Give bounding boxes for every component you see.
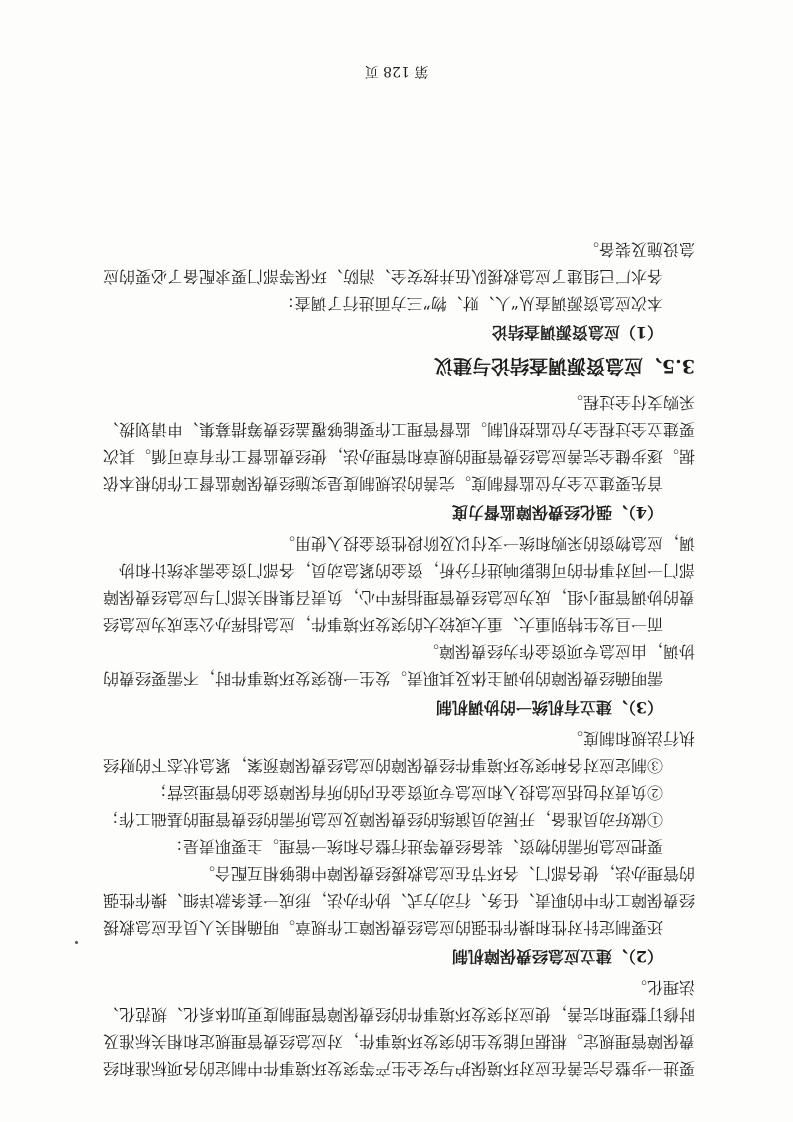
section-heading: （4）、强化经费保障监督力度 [451, 503, 663, 522]
paragraph: 而一旦发生特别重大、重大或较大的突发环境事件，应急指挥办公室成为应急经费的协调管理小组，成为应急经费管理指挥中心，负责召集相关部门与应急经费保障部门一同对事件的可能影响进行分析，资金的紧急动员，各部门资金需求统计和协调，应急物资的采购和统一支付以及阶段性资金投入使用。 [102, 534, 695, 634]
paragraph: 要进一步整合完善在应对环境保护与安全生产等突发环境事件中制定的各项标准和经费保障管理规定。根据可能发生的突发环境事件，对应急经费管理规定和相关标准及时修订整理和完善，使应对突发环境事件的经费保障管理制度更加体系化、规范化、法理化。 [102, 978, 695, 1078]
paragraph: 需明确经费保障的协调主体及其职责。发生一般突发环境事件时，不需要经费的协调，由应急专项资金作为经费保障。 [102, 642, 695, 688]
section-heading: （1）应急资源调查结论 [491, 323, 663, 342]
paragraph: 要把应急所需的物资、装备经费等进行整合和统一管理。主要职责是： [166, 837, 663, 856]
scan-speck [75, 941, 78, 944]
page-number: 第 128 页 [364, 63, 429, 79]
paragraph: 本次应急资源调查从“人、财、物”三方面进行了调查： [278, 294, 663, 313]
paragraph: 首先要建立全方位监督制度。完善的法规制度是实施经费保障监督工作的根本依据。逐步健全完善应急经费管理的规章和管理办法，使经费监督工作有章可循。其次要建立全过程全方位监控机制。监督管理工作要能够覆盖经费筹措募集、申请划拨、采购支付全过程。 [102, 393, 695, 493]
section-heading: （2）、建立应急经费保障机制 [451, 947, 663, 966]
paragraph: 各水厂已组建了应急救援队伍并按安全、消防、环保等部门要求配备了必要的应急设施及装备。 [102, 240, 695, 286]
list-item: ③制定应对各种突发环境事件经费保障的应急经费保障预案，紧急状态下的财经执行法规和制度。 [102, 729, 695, 775]
paragraph: 还要制定针对性和操作性强的应急经费保障工作规章。明确相关人员在应急救援经费保障工作中的职责、任务、行动方式、协作办法，形成一套条款详细、操作性强的管理办法，使各部门、各环节在应急救援经费保障中能够相互配合。 [102, 864, 695, 937]
section-heading: （3）、建立有机统一的协调机制 [435, 698, 663, 717]
list-item: ②负责对包括应急投入和应急专项资金在内的所有保障资金的管理运营； [150, 783, 663, 802]
document-body [95, 236, 695, 1082]
list-item: ①做好动员准备，开展动员演练的经费保障及应急所需的经费管理的基础工作； [102, 810, 663, 829]
chapter-heading: 3.5、应急资源调查结论与建议 [433, 355, 695, 377]
